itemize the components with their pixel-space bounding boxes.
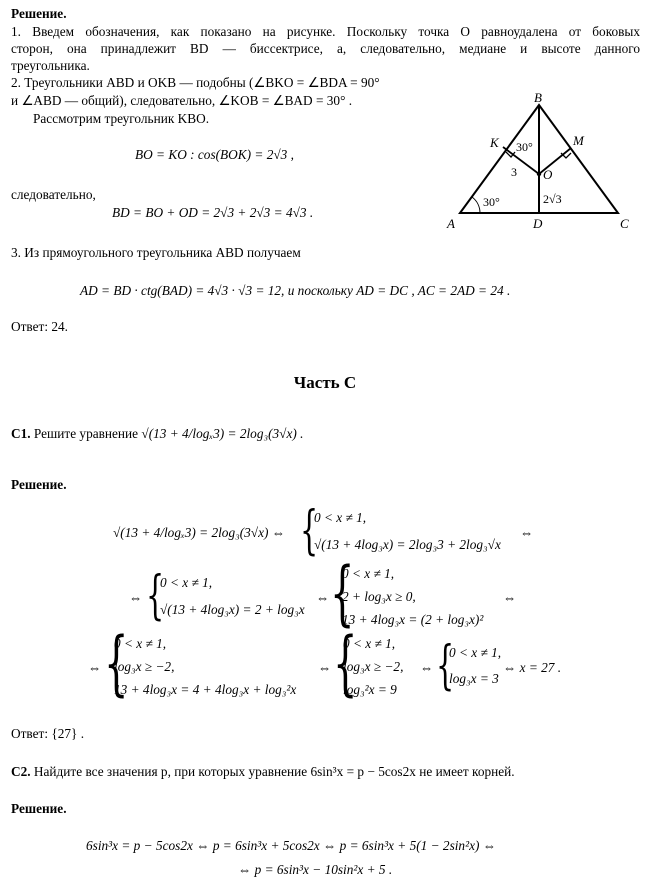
c2-text: Найдите все значения p, при которых уравнение 6sin³x = p − 5cos2x не имеет корней. — [33, 764, 515, 779]
row1-system-1: 0 < x ≠ 1, — [314, 510, 367, 525]
row3-system-3: 13 + 4log₃x = 4 + 4log₃x + log₃²x — [114, 682, 297, 697]
c2-equation-line-2: ⇔ p = 6sin³x − 10sin²x + 5 . — [238, 862, 393, 877]
length-od-label: 2√3 — [543, 192, 562, 206]
row3-system-7: 0 < x ≠ 1, — [449, 645, 502, 660]
equation-bo: BO = KO : cos(BOK) = 2√3 , — [135, 147, 294, 162]
row2-brace-1: { — [146, 566, 165, 626]
row3-end: ⇔ x = 27 . — [503, 660, 562, 675]
c1-label: C1. — [11, 426, 31, 441]
row1-brace: { — [300, 501, 319, 561]
label-o: O — [543, 167, 553, 182]
row3-brace-1: { — [104, 622, 129, 704]
paragraph-2-line-3: Рассмотрим треугольник KBO. — [33, 111, 210, 126]
row2-end: ⇔ — [503, 590, 517, 605]
length-ko-label: 3 — [511, 165, 517, 179]
paragraph-3-line-1: 3. Из прямоугольного треугольника ABD получаем — [11, 245, 301, 260]
angle-a-label: 30° — [483, 195, 500, 209]
row3-brace-3: { — [436, 636, 455, 696]
row3-mid-2: ⇔ — [420, 660, 434, 675]
label-c: C — [620, 216, 629, 231]
label-m: M — [573, 133, 584, 148]
c2-label: C2. — [11, 764, 31, 779]
row1-end: ⇔ — [520, 525, 534, 540]
row2-mid: ⇔ — [316, 590, 330, 605]
therefore-text: следовательно, — [11, 187, 96, 202]
row3-system-1: 0 < x ≠ 1, — [114, 636, 167, 651]
c1-solution-label: Решение. — [11, 477, 67, 492]
paragraph-2-line-2: и ∠ABD — общий), следовательно, ∠KOB = ∠BAD = 30° . — [11, 93, 353, 108]
paragraph-1-line-2: сторон, она принадлежит BD — биссектрисе, а, следовательно, медиане и высоте данного — [11, 41, 640, 56]
c2-solution-label: Решение. — [11, 801, 67, 816]
c2-statement — [11, 764, 515, 780]
paragraph-1-line-3: треугольника. — [11, 58, 90, 73]
equation-bd: BD = BO + OD = 2√3 + 2√3 = 4√3 . — [112, 205, 314, 220]
equation-ad: AD = BD · ctg(BAD) = 4√3 · √3 = 12, и поскольку AD = DC , AC = 2AD = 24 . — [80, 283, 511, 298]
row3-start: ⇔ — [88, 660, 102, 675]
label-d: D — [533, 216, 543, 231]
c1-text: Решите уравнение — [33, 426, 139, 441]
part-c-heading: Часть C — [293, 373, 357, 392]
paragraph-2-line-1: 2. Треугольники ABD и OKB — подобны (∠BKO = ∠BDA = 90° — [11, 75, 380, 90]
c1-equation: √(13 + 4/logₓ3) = 2log₃(3√x) . — [141, 426, 304, 441]
label-k: K — [490, 135, 499, 150]
angle-arc-a — [472, 197, 480, 213]
point-o — [537, 172, 541, 176]
c2-equation-line-1: 6sin³x = p − 5cos2x ⇔ p = 6sin³x + 5cos2x ⇔ p = 6sin³x + 5(1 − 2sin²x) ⇔ — [86, 838, 497, 853]
c1-statement — [11, 426, 303, 442]
row2-system-2: √(13 + 4log₃x) = 2 + log₃x — [160, 602, 305, 617]
row3-system-6: log₃²x = 9 — [343, 682, 397, 697]
label-a: A — [447, 216, 455, 231]
row2-system-5: 13 + 4log₃x = (2 + log₃x)² — [342, 612, 484, 627]
row1-system-2: √(13 + 4log₃x) = 2log₃3 + 2log₃√x — [314, 537, 501, 552]
row1-left: √(13 + 4/logₓ3) = 2log₃(3√x) ⇔ — [113, 525, 286, 540]
row3-system-2: log₃x ≥ −2, — [114, 659, 175, 674]
row2-start: ⇔ — [129, 590, 143, 605]
row2-brace-2: { — [330, 552, 355, 634]
row3-system-4: 0 < x ≠ 1, — [343, 636, 396, 651]
c1-answer: Ответ: {27} . — [11, 726, 85, 741]
solution-label: Решение. — [11, 6, 67, 21]
row2-system-4: 2 + log₃x ≥ 0, — [342, 589, 416, 604]
row3-mid: ⇔ — [318, 660, 332, 675]
row3-brace-2: { — [333, 622, 358, 704]
triangle-figure — [440, 90, 640, 240]
angle-top-label: 30° — [516, 140, 533, 154]
paragraph-1-line-1: 1. Введем обозначения, как показано на рисунке. Поскольку точка O равноудалена от боковых — [11, 24, 640, 39]
row3-system-8: log₃x = 3 — [449, 671, 499, 686]
row2-system-1: 0 < x ≠ 1, — [160, 575, 213, 590]
row3-system-5: log₃x ≥ −2, — [343, 659, 404, 674]
answer-b: Ответ: 24. — [11, 319, 68, 334]
row2-system-3: 0 < x ≠ 1, — [342, 566, 395, 581]
label-b: B — [534, 90, 542, 105]
